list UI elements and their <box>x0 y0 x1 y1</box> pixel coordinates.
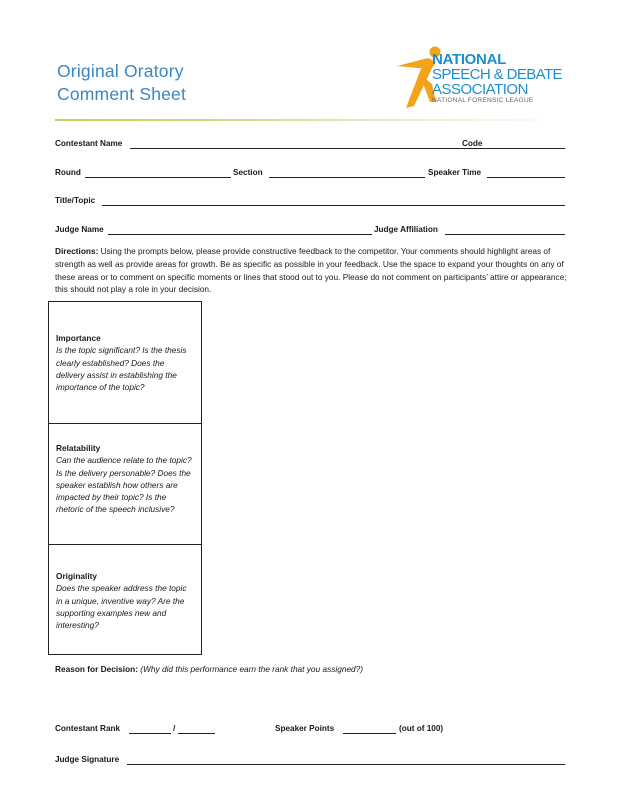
logo-text-national: NATIONAL <box>432 51 506 68</box>
rank-points-row <box>55 724 565 738</box>
judge-signature-label: Judge Signature <box>55 755 120 764</box>
speaker-points-label: Speaker Points <box>275 724 335 733</box>
title-line-2: Comment Sheet <box>57 84 187 104</box>
header-divider <box>55 119 565 121</box>
code-label: Code <box>462 139 483 148</box>
judge-affiliation-label: Judge Affiliation <box>374 225 438 234</box>
prompt-heading: Importance <box>56 333 101 343</box>
reason-hint: (Why did this performance earn the rank that you assigned?) <box>138 664 364 674</box>
logo-text-speech-debate: SPEECH & DEBATE <box>432 66 562 83</box>
contestant-rank-label: Contestant Rank <box>55 724 121 733</box>
section-label: Section <box>233 168 263 177</box>
prompt-box-importance <box>48 301 202 424</box>
round-label: Round <box>55 168 81 177</box>
contestant-name-field[interactable] <box>130 148 513 149</box>
prompt-heading: Relatability <box>56 443 101 453</box>
judge-signature-field[interactable] <box>127 764 565 765</box>
speaker-time-field[interactable] <box>487 177 565 178</box>
prompt-heading: Originality <box>56 571 98 581</box>
logo-text-nfl: NATIONAL FORENSIC LEAGUE <box>432 97 534 104</box>
rank-total-field[interactable] <box>178 733 215 734</box>
rank-separator: / <box>173 724 176 733</box>
reason-for-decision <box>55 664 363 674</box>
title-topic-row <box>55 196 565 210</box>
round-field[interactable] <box>85 177 231 178</box>
title-topic-label: Title/Topic <box>55 196 96 205</box>
prompt-box-relatability <box>48 423 202 545</box>
code-field[interactable] <box>486 148 565 149</box>
speaker-points-field[interactable] <box>343 733 396 734</box>
section-field[interactable] <box>269 177 425 178</box>
title-topic-field[interactable] <box>102 205 565 206</box>
directions-label: Directions: <box>55 246 99 256</box>
reason-label: Reason for Decision: <box>55 664 138 674</box>
directions-text: Using the prompts below, please provide constructive feedback to the competitor. Your comments should highlight areas of strength as well as provide areas for growth. Be as specific as possible in your feedback. Use the space to expand your thoughts on any of these areas or to comment on specific moments or lines that stood out to you. Please do not comment on participants’ attire or appearance; this should not play a role in your decision. <box>55 246 567 295</box>
prompt-box-originality <box>48 544 202 655</box>
contestant-row <box>55 139 565 153</box>
prompt-question: Does the speaker address the topic in a unique, inventive way? Are the supporting examples new and interesting? <box>56 583 187 631</box>
title-line-1: Original Oratory <box>57 61 184 81</box>
judge-name-field[interactable] <box>108 234 372 235</box>
prompt-question: Is the topic significant? Is the thesis clearly established? Does the delivery assist in establishing the importance of the topic? <box>56 345 187 393</box>
prompt-question: Can the audience relate to the topic? Is the delivery personable? Does the speaker establish how others are impacted by their topic? Is the rhetoric of the speech inclusive? <box>56 455 192 515</box>
speaker-time-label: Speaker Time <box>428 168 482 177</box>
directions-paragraph <box>55 245 567 296</box>
out-of-label: (out of 100) <box>399 724 444 733</box>
contestant-name-label: Contestant Name <box>55 139 123 148</box>
signature-row <box>55 755 565 769</box>
contestant-rank-field[interactable] <box>129 733 171 734</box>
judge-affiliation-field[interactable] <box>445 234 565 235</box>
round-row <box>55 168 565 182</box>
judge-name-label: Judge Name <box>55 225 104 234</box>
page-title <box>57 60 186 106</box>
logo-text-association: ASSOCIATION <box>432 81 528 98</box>
judge-row <box>55 225 565 239</box>
